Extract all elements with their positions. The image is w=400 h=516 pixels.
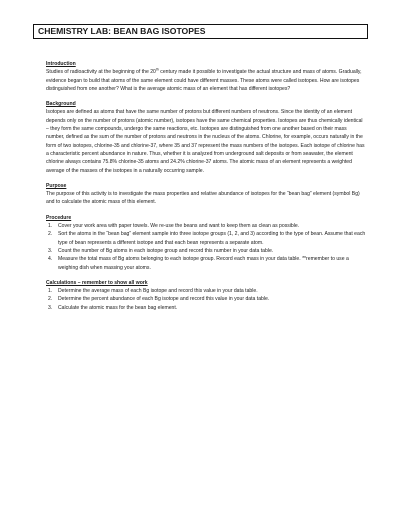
list-item-text: Measure the total mass of Bg atoms belonging to each isotope group. Record each mass in your data table. **remember to use a weighing dish when massing your atoms.	[58, 256, 349, 271]
list-number: 2.	[48, 296, 53, 303]
procedure-section	[46, 214, 366, 272]
background-section	[46, 100, 366, 175]
page-title: CHEMISTRY LAB: BEAN BAG ISOTOPES	[33, 24, 368, 39]
list-number: 3.	[48, 247, 53, 254]
purpose-section	[46, 182, 366, 207]
introduction-text-part2: century made it possible to investigate the actual structure and mass of atoms. Gradually, evidence began to build that atoms of the same element could have different masses. These atoms were called isotopes. How are isotopes distinguished from one another? What is the average atomic mass of an element that has different isotopes?	[46, 69, 362, 92]
list-item-text: Count the number of Bg atoms in each isotope group and record this number in your data table.	[58, 247, 274, 254]
background-heading: Background	[46, 101, 76, 108]
introduction-text-part1: Studies of radioactivity at the beginning of the 20	[46, 69, 156, 76]
introduction-superscript: th	[155, 67, 159, 72]
introduction-text	[46, 68, 366, 93]
introduction-heading: Introduction	[46, 61, 76, 67]
procedure-heading: Procedure	[46, 214, 72, 221]
list-item	[46, 295, 366, 303]
introduction-section	[46, 60, 366, 93]
list-number: 1.	[48, 223, 53, 230]
list-item	[46, 230, 366, 247]
list-item	[46, 255, 366, 272]
purpose-text: The purpose of this activity is to investigate the mass properties and relative abundance of isotopes for the “bean bag” element (symbol Bg) and to calculate the atomic mass of this element.	[46, 191, 360, 206]
list-item-text: Sort the atoms in the “bean bag” element sample into three isotope groups (1, 2, and 3) according to the type of bean. Assume that each type of bean represents a different isotope and that each bean represents a separate atom.	[58, 231, 366, 246]
purpose-heading: Purpose	[46, 182, 67, 189]
list-item-text: Determine the percent abundance of each Bg isotope and record this value in your data table.	[58, 296, 270, 303]
list-item	[46, 304, 366, 312]
list-number: 2.	[48, 231, 53, 238]
list-item	[46, 222, 366, 230]
list-item	[46, 287, 366, 295]
list-item-text: Determine the average mass of each Bg isotope and record this value in your data table.	[58, 288, 258, 295]
procedure-list	[46, 222, 366, 272]
list-item	[46, 247, 366, 255]
list-item-text: Calculate the atomic mass for the bean bag element.	[58, 304, 178, 311]
calculations-heading: Calculations – remember to show all work	[46, 279, 148, 286]
list-number: 1.	[48, 288, 53, 295]
list-item-text: Cover your work area with paper towels. We re-use the beans and want to keep them as clean as possible.	[58, 223, 300, 230]
calculations-list	[46, 287, 366, 312]
list-number: 4.	[48, 256, 53, 263]
list-number: 3.	[48, 304, 53, 311]
document-body	[46, 60, 366, 319]
background-text: Isotopes are defined as atoms that have the same number of protons but different numbers of neutrons. Since the identity of an element depends only on the number of protons (atomic number), isotopes have the same chemical properties. Isotopes are thus chemically identical – they form the same compounds, undergo the same reactions, etc. Isotopes are distinguished from one another based on their mass number, defined as the sum of the number of protons and neutrons in the nucleus of the atoms. Chlorine, for example, occurs naturally in the form of two isotopes, chlorine-35 and chlorine-37, where 35 and 37 represent the mass numbers of the isotopes. Each isotope of chlorine has a characteristic percent abundance in nature. Thus, whether it is analyzed from underground salt deposits or from seawater, the element chlorine always contains 75.8% chlorine-35 atoms and 24.2% chlorine-37 atoms. The atomic mass of an element represents a weighted average of the masses of the isotopes in a naturally occurring sample.	[46, 109, 365, 174]
calculations-section	[46, 279, 366, 312]
